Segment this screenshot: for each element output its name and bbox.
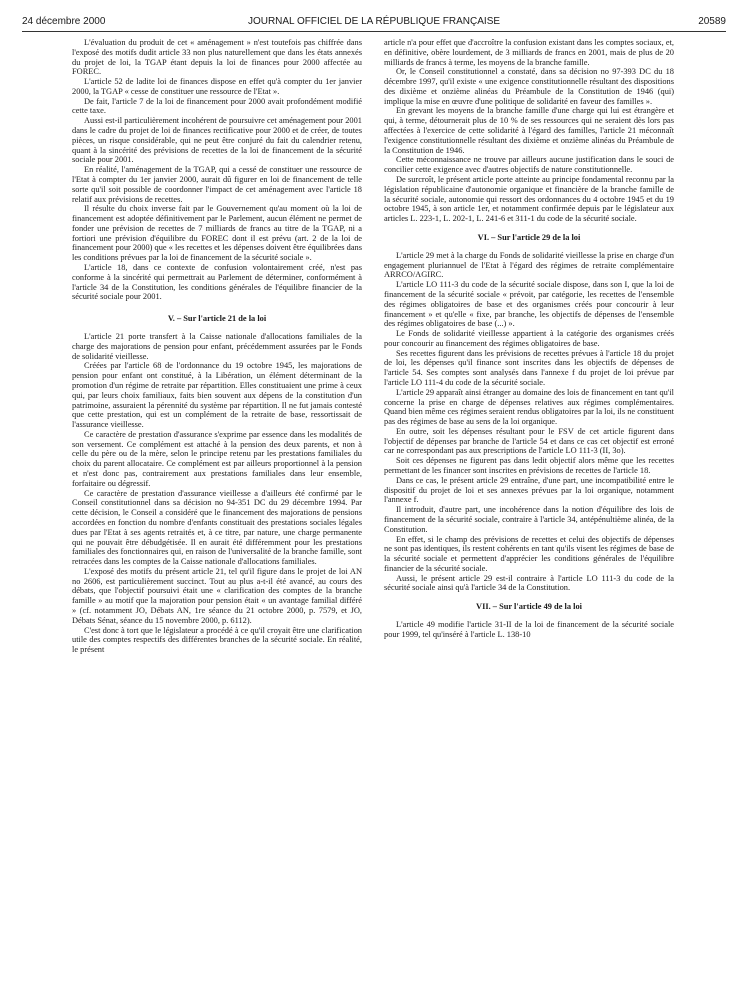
paragraph: Or, le Conseil constitutionnel a constaté, dans sa décision no 97-393 DC du 18 décembre 1997, qu'il existe « une exigence constitutionnelle résultant des dispositions des dixième et onzième alinéas du Préambule de la Constitution de 1946 (qui) implique la mise en œuvre d'une politique de solidarité en faveur des familles ». xyxy=(384,67,674,106)
journal-title: JOURNAL OFFICIEL DE LA RÉPUBLIQUE FRANÇAISE xyxy=(247,16,501,27)
paragraph: En outre, soit les dépenses résultant pour le FSV de cet article figurent dans l'objectif de dépenses par branche de l'article 54 et dans ce cas cet objectif est erroné car ne correspondant pas aux prescriptions de l'article LO 111-3 (II, 3o). xyxy=(384,426,674,456)
paragraph: En grevant les moyens de la branche famille d'une charge qui lui est étrangère et qui, à terme, détournerait plus de 10 % de ses ressources qui ne seraient dès lors pas affectées à l'exercice de cette solidarité à l'égard des familles, l'article 21 méconnaît l'exigence constitutionnelle résultant des dixième et onzième alinéas du Préambule de la Constitution de 1946. xyxy=(384,106,674,155)
page-number: 20589 xyxy=(698,16,726,27)
right-column xyxy=(384,38,674,640)
paragraph: En réalité, l'aménagement de la TGAP, qui a cessé de constituer une ressource de l'Etat à compter du 1er janvier 2000, aurait dû figurer en loi de financement de telle sorte qu'il soit possible de coordonner l'impact de cet aménagement avec l'article 18 relatif aux prévisions de recettes. xyxy=(72,165,362,204)
header-rule xyxy=(22,31,726,32)
paragraph: De fait, l'article 7 de la loi de financement pour 2000 avait profondément modifié cette taxe. xyxy=(72,96,362,116)
paragraph: Le Fonds de solidarité vieillesse appartient à la catégorie des organismes créés pour concourir au financement des régimes obligatoires de base. xyxy=(384,329,674,348)
paragraph: L'exposé des motifs du présent article 21, tel qu'il figure dans le projet de loi AN no 2606, est particulièrement succinct. Tout au plus a-t-il été avancé, au cours des débats, que l'objectif poursuivi était une « clarification des comptes de la branche famille » au motif que la majoration pour pension était « un avantage familial différé » (cf. notamment JO, Débats AN, 1re séance du 21 octobre 2000, p. 7579, et JO, Débats Sénat, séance du 15 novembre 2000, p. 6112). xyxy=(72,566,362,625)
paragraph: L'évaluation du produit de cet « aménagement » n'est toutefois pas chiffrée dans l'exposé des motifs dudit article 33 non plus naturellement que dans les états annexés du projet de loi, la TGAP étant depuis la loi de finances pour 2000 affectée au FOREC. xyxy=(72,38,362,77)
paragraph: Ses recettes figurent dans les prévisions de recettes prévues à l'article 18 du projet de loi, les dépenses qu'il finance sont inscrites dans les objectifs de dépenses de l'article 54. Ses comptes sont analysés dans l'annexe f du projet de loi prévue par l'article LO 111-4 du code de la sécurité sociale. xyxy=(384,348,674,387)
paragraph: Créées par l'article 68 de l'ordonnance du 19 octobre 1945, les majorations de pension pour enfant ont constitué, à la Libération, un élément déterminant de la promotion d'un régime de retraite par répartition. Elles constituaient une prime à ceux qui, par leurs choix familiaux, faits bien souvent aux dépens de la constitution d'un patrimoine, assuraient la pérennité du système par répartition. Il ne fut jamais contesté que cette prestation, qui est un complément de la retraite de base, ressortissait de l'assurance vieillesse. xyxy=(72,361,362,430)
paragraph: L'article 49 modifie l'article 31-II de la loi de financement de la sécurité sociale pour 1999, tel qu'inséré à l'article L. 138-10 xyxy=(384,620,674,639)
paragraph: Il résulte du choix inverse fait par le Gouvernement qu'au moment où la loi de financement est adoptée définitivement par le Parlement, aucun élément ne permet de fonder une prévision de recettes de 7 milliards de francs au titre de la TGAP, ni a fortiori une prévision d'équilibre du FOREC dont il est prévu (art. 2 de la loi de financement pour 2000) que « les recettes et les dépenses doivent être équilibrées dans les conditions prévues par la loi de financement de la sécurité sociale ». xyxy=(72,204,362,263)
page-header xyxy=(22,16,726,32)
paragraph: L'article LO 111-3 du code de la sécurité sociale dispose, dans son I, que la loi de financement de la sécurité sociale « prévoit, par catégorie, les recettes de l'ensemble des régimes obligatoires de base et des organismes créés pour concourir à leur financement » et qu'elle « fixe, par branche, les objectifs de dépenses de l'ensemble des régimes obligatoires de base (...) ». xyxy=(384,280,674,329)
paragraph: En effet, si le champ des prévisions de recettes et celui des objectifs de dépenses ne sont pas identiques, ils restent cohérents en tant qu'ils visent les régimes de base de la sécurité sociale et permettent d'apprécier les conditions générales de l'équilibre financier de la sécurité sociale. xyxy=(384,534,674,573)
paragraph: L'article 29 apparaît ainsi étranger au domaine des lois de financement en tant qu'il concerne la prise en charge de dépenses relatives aux régimes complémentaires. Quand bien même ces régimes seraient rendus obligatoires par la loi, ils ne constituent pas des régimes de base au sens de la loi organique. xyxy=(384,387,674,427)
paragraph: Soit ces dépenses ne figurent pas dans ledit objectif alors même que les recettes permettant de les financer sont inscrites en prévisions de recettes de l'article 18. xyxy=(384,456,674,476)
paragraph: Il introduit, d'autre part, une incohérence dans la notion d'équilibre des lois de financement de la sécurité sociale, contraire à l'article 34, antépénultième alinéa, de la Constitution. xyxy=(384,505,674,534)
paragraph: Aussi est-il particulièrement incohérent de poursuivre cet aménagement pour 2001 dans le cadre du projet de loi de finances rectificative pour 2000 et de créer, de toutes pièces, un risque considérable, qui ne peut être conjuré du fait du calendrier retenu, quant à la sincérité des prévisions de recettes de la loi de financement de la sécurité sociale pour 2001. xyxy=(72,116,362,165)
section-heading-vi: VI. – Sur l'article 29 de la loi xyxy=(477,232,581,242)
paragraph: Dans ce cas, le présent article 29 entraîne, d'une part, une incompatibilité entre le dispositif du projet de loi et ses annexes prévues par la loi organique, notamment l'annexe f. xyxy=(384,475,674,505)
paragraph: C'est donc à tort que le législateur a procédé à ce qu'il croyait être une clarification utile des comptes respectifs des différentes branches de la sécurité sociale. En réalité, le présent xyxy=(72,625,362,655)
paragraph: Ce caractère de prestation d'assurance s'exprime par essence dans les modalités de son versement. Ce complément est attaché à la pension des deux parents, et non à celle du père ou de la mère, selon le principe retenu par les prestations familiales du choix du parent allocataire. Ce complément est par ailleurs proportionnel à la pension et n'est donc pas, contrairement aux prestations familiales dans leur ensemble, forfaitaire ou dégressif. xyxy=(72,429,362,488)
paragraph: Aussi, le présent article 29 est-il contraire à l'article LO 111-3 du code de la sécurité sociale ainsi qu'à l'article 34 de la Constitution. xyxy=(384,573,674,593)
issue-date: 24 décembre 2000 xyxy=(22,16,106,27)
section-heading-vii: VII. – Sur l'article 49 de la loi xyxy=(476,602,582,612)
paragraph: L'article 29 met à la charge du Fonds de solidarité vieillesse la prise en charge d'un engagement pluriannuel de l'Etat à l'égard des régimes de retraite complémentaire ARRCO/AGIRC. xyxy=(384,250,674,280)
paragraph: L'article 52 de ladite loi de finances dispose en effet qu'à compter du 1er janvier 2000, la TGAP « cesse de constituer une ressource de l'Etat ». xyxy=(72,77,362,96)
paragraph: article n'a pour effet que d'accroître la confusion existant dans les comptes sociaux, et, en définitive, obère lourdement, de 3 milliards de francs en 2001, mais de plus de 20 milliards de francs à terme, les moyens de la branche famille. xyxy=(384,38,674,67)
paragraph: Cette méconnaissance ne trouve par ailleurs aucune justification dans le souci de concilier cette exigence avec d'autres objectifs de nature constitutionnelle. xyxy=(384,155,674,175)
left-column xyxy=(72,38,362,655)
paragraph: L'article 21 porte transfert à la Caisse nationale d'allocations familiales de la charge des majorations de pension pour enfant, précédemment assurées par le Fonds de solidarité vieillesse. xyxy=(72,332,362,361)
paragraph: Ce caractère de prestation d'assurance vieillesse a d'ailleurs été confirmé par le Conseil constitutionnel dans sa décision no 94-351 DC du 29 décembre 1994. Par cette décision, le Conseil a considéré que le financement des majorations de pensions accordées en fonction du nombre d'enfants constituait des prestations sociales légales dues par l'Etat à ses agents retraités et, à ce titre, par nature, une charge permanente qui ne pouvait être débudgétisée. Il en aurait été différemment pour les prestations familiales des fonctionnaires qui, en raison de l'universalité de la branche famille, sont retracées dans les comptes de la Caisse nationale d'allocations familiales. xyxy=(72,488,362,567)
paragraph: L'article 18, dans ce contexte de confusion volontairement créé, n'est pas conforme à la sincérité qui permettrait au Parlement de déterminer, conformément à l'article 34 de la Constitution, les conditions générales de l'équilibre financier de la sécurité sociale pour 2001. xyxy=(72,262,362,302)
paragraph: De surcroît, le présent article porte atteinte au principe fondamental reconnu par la législation républicaine d'autonomie organique et financière de la branche famille de la sécurité sociale, autonomie qui ressort des ordonnances du 4 octobre 1945 et du 19 octobre 1945, à son article 1er, et notamment confirmée depuis par le législateur aux articles L. 223-1, L. 202-1, L. 241-6 et 311-1 du code de la sécurité sociale. xyxy=(384,174,674,224)
section-heading-v: V. – Sur l'article 21 de la loi xyxy=(167,314,267,324)
